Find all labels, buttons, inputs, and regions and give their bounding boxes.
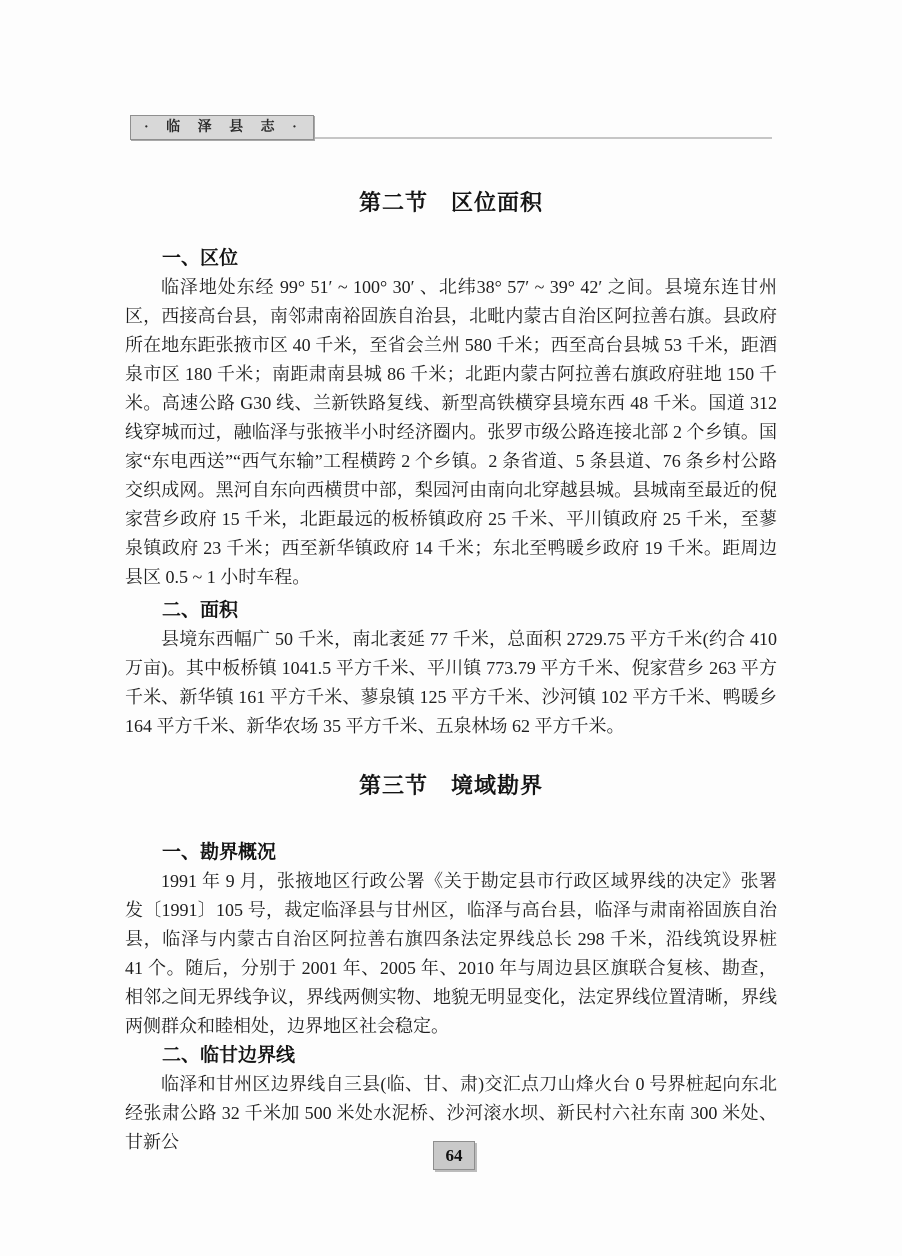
section-title-location-area: 第二节 区位面积 xyxy=(358,190,543,215)
subsection-heading-lingan-boundary: 二、临甘边界线 xyxy=(162,1045,296,1066)
page-body xyxy=(125,0,777,1157)
page-number-box xyxy=(433,1141,475,1170)
section-title-boundary-survey: 第三节 境域勘界 xyxy=(358,773,543,798)
subsection-heading-survey-overview: 一、勘界概况 xyxy=(162,842,277,863)
book-title: · 临 泽 县 志 · xyxy=(144,120,304,135)
paragraph-survey-overview: 1991 年 9 月，张掖地区行政公署《关于勘定县市行政区域界线的决定》张署发〔1991〕105 号，裁定临泽县与甘州区，临泽与高台县，临泽与肃南裕固族自治县，临泽与内蒙古自治区阿拉善右旗四条法定界线总长 298 千米，沿线筑设界桩 41 个。随后，分别于 2001 年、2005 年、2010 年与周边县区旗联合复核、勘查，相邻之间无界线争议，界线两侧实物、地貌无明显变化，法定界线位置清晰，界线两侧群众和睦相处，边界地区社会稳定。 xyxy=(125,871,777,1036)
page-number: 64 xyxy=(445,1145,463,1165)
paragraph-area: 县境东西幅广 50 千米，南北袤延 77 千米，总面积 2729.75 平方千米(约合 410 万亩)。其中板桥镇 1041.5 平方千米、平川镇 773.79 平方千米、倪家营乡 263 平方千米、新华镇 161 平方千米、蓼泉镇 125 平方千米、沙河镇 102 平方千米、鸭暖乡 164 平方千米、新华农场 35 平方千米、五泉林场 62 平方千米。 xyxy=(125,629,777,736)
subsection-heading-location: 一、区位 xyxy=(162,248,239,269)
subsection-heading-area: 二、面积 xyxy=(162,600,239,621)
paragraph-location: 临泽地处东经 99° 51′ ~ 100° 30′ 、北纬38° 57′ ~ 39° 42′ 之间。县境东连甘州区，西接高台县，南邻肃南裕固族自治县，北毗内蒙古自治区阿拉善右旗。县政府所在地东距张掖市区 40 千米，至省会兰州 580 千米；西至高台县城 53 千米，距酒泉市区 180 千米；南距肃南县城 86 千米；北距内蒙古阿拉善右旗政府驻地 150 千米。高速公路 G30 线、兰新铁路复线、新型高铁横穿县境东西 48 千米。国道 312 线穿城而过，融临泽与张掖半小时经济圈内。张罗市级公路连接北部 2 个乡镇。国家“东电西送”“西气东输”工程横跨 2 个乡镇。2 条省道、5 条县道、76 条乡村公路交织成网。黑河自东向西横贯中部，梨园河由南向北穿越县城。县城南至最近的倪家营乡政府 15 千米，北距最远的板桥镇政府 25 千米、平川镇政府 25 千米，至蓼泉镇政府 23 千米；西至新华镇政府 14 千米；东北至鸭暖乡政府 19 千米。距周边县区 0.5 ~ 1 小时车程。 xyxy=(125,277,777,587)
paragraph-lingan-boundary: 临泽和甘州区边界线自三县(临、甘、肃)交汇点刀山烽火台 0 号界桩起向东北经张肃公路 32 千米加 500 米处水泥桥、沙河滚水坝、新民村六社东南 300 米处、甘新公 xyxy=(125,1074,777,1152)
